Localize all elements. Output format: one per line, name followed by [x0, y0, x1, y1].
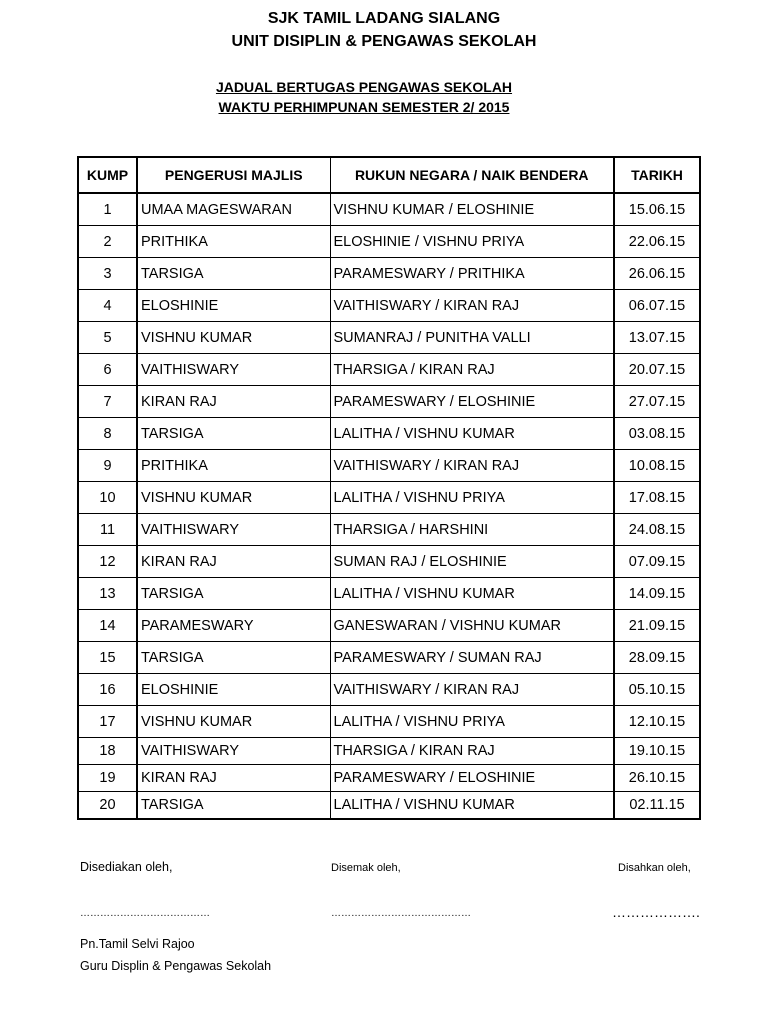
teacher-role: Guru Displin & Pengawas Sekolah: [80, 959, 272, 973]
table-row: [78, 386, 700, 418]
cell-tarikh: 22.06.15: [614, 226, 700, 258]
cell-rukun-negara: LALITHA / VISHNU PRIYA: [330, 706, 614, 738]
cell-pengerusi: VAITHISWARY: [137, 738, 330, 765]
cell-rukun-negara: SUMANRAJ / PUNITHA VALLI: [330, 322, 614, 354]
cell-pengerusi: TARSIGA: [137, 642, 330, 674]
cell-tarikh: 26.06.15: [614, 258, 700, 290]
signature-line-prepared: …………………………………: [80, 908, 210, 919]
cell-rukun-negara: GANESWARAN / VISHNU KUMAR: [330, 610, 614, 642]
cell-kump: 2: [78, 226, 137, 258]
cell-kump: 18: [78, 738, 137, 765]
cell-tarikh: 13.07.15: [614, 322, 700, 354]
cell-kump: 7: [78, 386, 137, 418]
table-row: [78, 354, 700, 386]
cell-tarikh: 27.07.15: [614, 386, 700, 418]
cell-tarikh: 28.09.15: [614, 642, 700, 674]
cell-kump: 20: [78, 792, 137, 820]
cell-pengerusi: KIRAN RAJ: [137, 546, 330, 578]
cell-rukun-negara: PARAMESWARY / ELOSHINIE: [330, 386, 614, 418]
cell-rukun-negara: VAITHISWARY / KIRAN RAJ: [330, 450, 614, 482]
cell-rukun-negara: LALITHA / VISHNU KUMAR: [330, 418, 614, 450]
table-row: [78, 792, 700, 820]
cell-tarikh: 21.09.15: [614, 610, 700, 642]
cell-kump: 10: [78, 482, 137, 514]
table-body: [78, 193, 700, 819]
table-row: [78, 546, 700, 578]
cell-pengerusi: VAITHISWARY: [137, 514, 330, 546]
cell-kump: 8: [78, 418, 137, 450]
approved-by-label: Disahkan oleh,: [618, 862, 691, 874]
table-row: [78, 418, 700, 450]
cell-pengerusi: VISHNU KUMAR: [137, 322, 330, 354]
cell-kump: 14: [78, 610, 137, 642]
table-row: [78, 193, 700, 226]
table-row: [78, 642, 700, 674]
table-row: [78, 706, 700, 738]
cell-pengerusi: KIRAN RAJ: [137, 386, 330, 418]
column-header-rukun-negara: RUKUN NEGARA / NAIK BENDERA: [330, 157, 614, 193]
table-row: [78, 450, 700, 482]
cell-pengerusi: ELOSHINIE: [137, 290, 330, 322]
cell-kump: 17: [78, 706, 137, 738]
cell-kump: 13: [78, 578, 137, 610]
cell-rukun-negara: PARAMESWARY / ELOSHINIE: [330, 765, 614, 792]
cell-tarikh: 14.09.15: [614, 578, 700, 610]
cell-rukun-negara: VISHNU KUMAR / ELOSHINIE: [330, 193, 614, 226]
cell-pengerusi: TARSIGA: [137, 258, 330, 290]
cell-pengerusi: PRITHIKA: [137, 450, 330, 482]
cell-kump: 15: [78, 642, 137, 674]
table-row: [78, 226, 700, 258]
cell-tarikh: 03.08.15: [614, 418, 700, 450]
cell-tarikh: 17.08.15: [614, 482, 700, 514]
cell-pengerusi: VISHNU KUMAR: [137, 482, 330, 514]
cell-rukun-negara: PARAMESWARY / SUMAN RAJ: [330, 642, 614, 674]
table-row: [78, 482, 700, 514]
cell-pengerusi: VAITHISWARY: [137, 354, 330, 386]
cell-tarikh: 20.07.15: [614, 354, 700, 386]
cell-rukun-negara: LALITHA / VISHNU PRIYA: [330, 482, 614, 514]
table-row: [78, 610, 700, 642]
cell-kump: 6: [78, 354, 137, 386]
cell-kump: 11: [78, 514, 137, 546]
cell-tarikh: 15.06.15: [614, 193, 700, 226]
cell-kump: 19: [78, 765, 137, 792]
cell-pengerusi: UMAA MAGESWARAN: [137, 193, 330, 226]
cell-rukun-negara: THARSIGA / KIRAN RAJ: [330, 354, 614, 386]
teacher-name: Pn.Tamil Selvi Rajoo: [80, 937, 195, 951]
duty-roster-table: [77, 156, 701, 820]
signature-line-checked: ……………………………………: [331, 908, 471, 919]
cell-pengerusi: PARAMESWARY: [137, 610, 330, 642]
cell-tarikh: 06.07.15: [614, 290, 700, 322]
cell-tarikh: 26.10.15: [614, 765, 700, 792]
cell-tarikh: 07.09.15: [614, 546, 700, 578]
table-row: [78, 514, 700, 546]
schedule-subtitle: WAKTU PERHIMPUNAN SEMESTER 2/ 2015: [218, 99, 510, 115]
cell-rukun-negara: VAITHISWARY / KIRAN RAJ: [330, 290, 614, 322]
cell-tarikh: 05.10.15: [614, 674, 700, 706]
cell-rukun-negara: THARSIGA / HARSHINI: [330, 514, 614, 546]
cell-pengerusi: ELOSHINIE: [137, 674, 330, 706]
cell-kump: 5: [78, 322, 137, 354]
cell-pengerusi: KIRAN RAJ: [137, 765, 330, 792]
unit-name: UNIT DISIPLIN & PENGAWAS SEKOLAH: [231, 33, 537, 50]
cell-pengerusi: VISHNU KUMAR: [137, 706, 330, 738]
column-header-pengerusi: PENGERUSI MAJLIS: [137, 157, 330, 193]
cell-kump: 4: [78, 290, 137, 322]
table-row: [78, 674, 700, 706]
schedule-title: JADUAL BERTUGAS PENGAWAS SEKOLAH: [215, 79, 513, 95]
cell-pengerusi: TARSIGA: [137, 418, 330, 450]
cell-rukun-negara: SUMAN RAJ / ELOSHINIE: [330, 546, 614, 578]
cell-tarikh: 10.08.15: [614, 450, 700, 482]
table-row: [78, 765, 700, 792]
cell-kump: 1: [78, 193, 137, 226]
table-row: [78, 578, 700, 610]
table-header-row: [78, 157, 700, 193]
cell-pengerusi: PRITHIKA: [137, 226, 330, 258]
column-header-tarikh: TARIKH: [614, 157, 700, 193]
cell-rukun-negara: ELOSHINIE / VISHNU PRIYA: [330, 226, 614, 258]
table-row: [78, 322, 700, 354]
table-row: [78, 258, 700, 290]
signature-line-approved: ……………….: [612, 904, 700, 920]
cell-kump: 9: [78, 450, 137, 482]
cell-tarikh: 19.10.15: [614, 738, 700, 765]
cell-rukun-negara: VAITHISWARY / KIRAN RAJ: [330, 674, 614, 706]
cell-rukun-negara: PARAMESWARY / PRITHIKA: [330, 258, 614, 290]
cell-tarikh: 24.08.15: [614, 514, 700, 546]
column-header-kump: KUMP: [78, 157, 137, 193]
cell-kump: 3: [78, 258, 137, 290]
cell-rukun-negara: LALITHA / VISHNU KUMAR: [330, 792, 614, 820]
table-row: [78, 738, 700, 765]
cell-kump: 12: [78, 546, 137, 578]
cell-tarikh: 02.11.15: [614, 792, 700, 820]
checked-by-label: Disemak oleh,: [331, 862, 401, 874]
prepared-by-label: Disediakan oleh,: [80, 860, 173, 874]
cell-pengerusi: TARSIGA: [137, 792, 330, 820]
table-row: [78, 290, 700, 322]
cell-rukun-negara: LALITHA / VISHNU KUMAR: [330, 578, 614, 610]
cell-tarikh: 12.10.15: [614, 706, 700, 738]
cell-pengerusi: TARSIGA: [137, 578, 330, 610]
school-name: SJK TAMIL LADANG SIALANG: [267, 10, 501, 27]
cell-rukun-negara: THARSIGA / KIRAN RAJ: [330, 738, 614, 765]
cell-kump: 16: [78, 674, 137, 706]
